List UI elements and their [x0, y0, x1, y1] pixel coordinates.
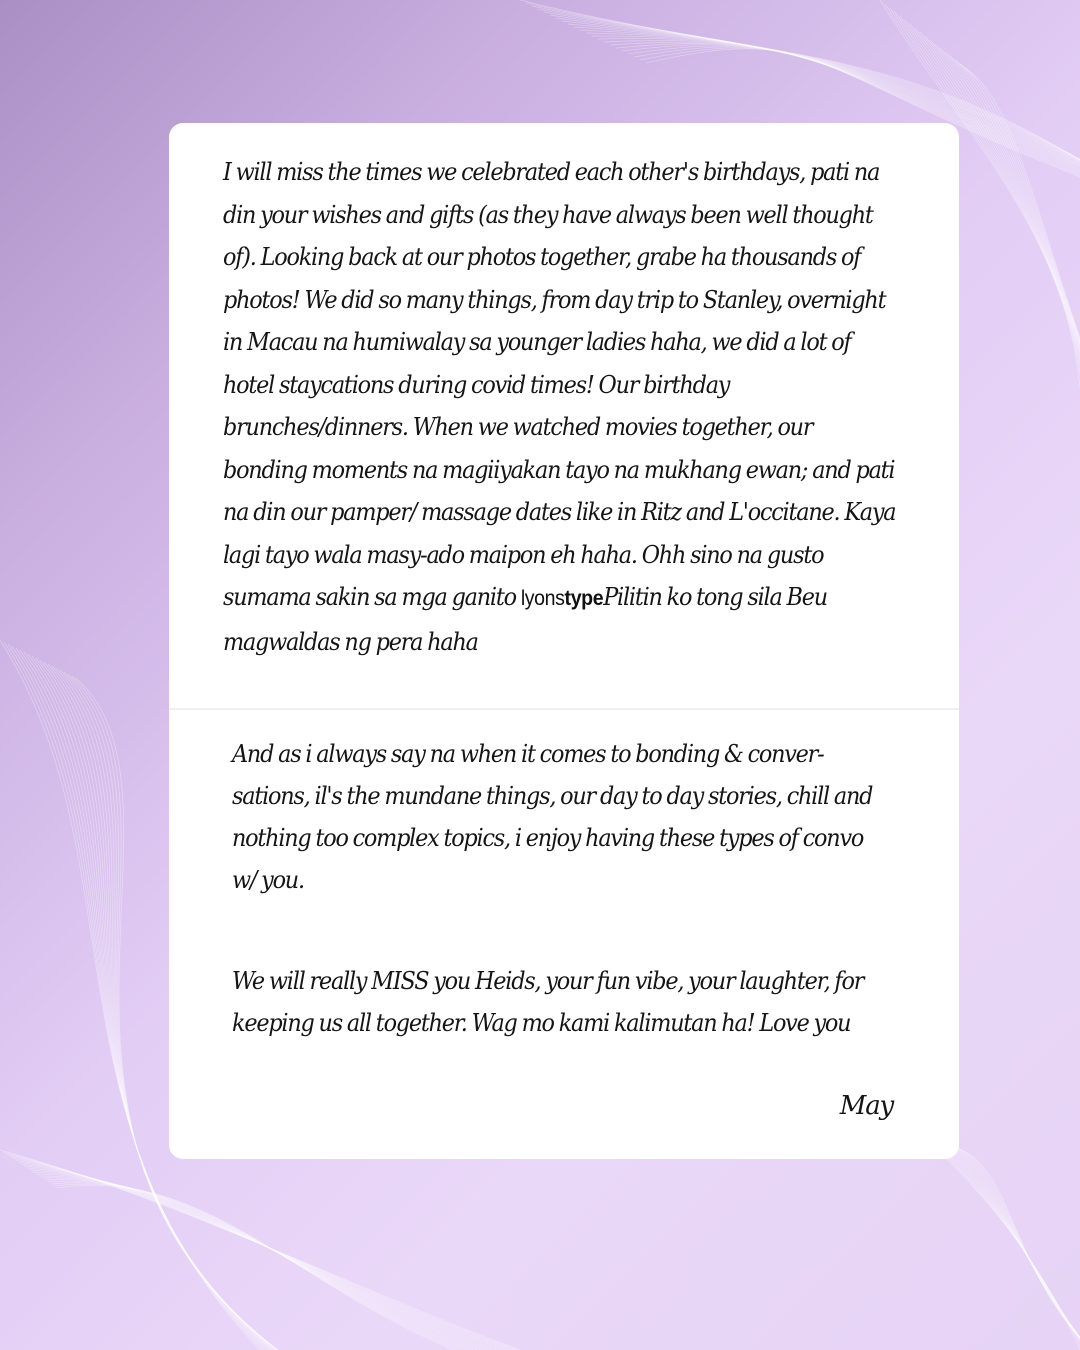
background-wave-line	[21, 1164, 541, 1350]
background-wave-line	[920, 1130, 1080, 1350]
background-wave-line	[15, 1160, 535, 1350]
background-wave-line	[24, 1166, 544, 1350]
letter-signature: May	[839, 1091, 893, 1121]
letter-paragraph-1	[223, 151, 896, 663]
letter-card	[169, 123, 959, 1159]
background-wave-line	[940, 1145, 1080, 1350]
brand-wordmark-bold: type	[564, 587, 604, 610]
letter-paragraph-3: We will really MISS you Heids, your fun vibe, your laughter, for keeping us all together. Wag mo kami kalimutan ha! Love you	[232, 967, 864, 1037]
background-wave-line	[936, 1142, 1080, 1350]
background-wave-line	[924, 1133, 1080, 1350]
background-wave-line	[928, 1136, 1080, 1350]
background-wave-line	[6, 1154, 526, 1350]
background-wave-line	[932, 1139, 1080, 1350]
background-wave-line	[12, 1158, 532, 1350]
paragraph-1-text: I will miss the times we celebrated each other's birthdays, pati na din your wishes and gifts (as they have always been well thought of). Looking back at our photos together, grabe ha thousands of photos! We did so many things, from day trip to Stanley, overnight in Macau na humiwalay sa younger ladies haha, we did a lot of hotel staycations during covid times! Our birthday brunches/dinners. When we watched movies together, our bonding moments na magiiyakan tayo na mukhang ewan; and pati na din our pamper/ massage dates like in Ritz and L'occitane. Kaya lagi tayo wala masy-ado maipon eh haha. Ohh sino na gusto sumama sakin sa mga ganito	[223, 158, 896, 611]
background-wave-line	[916, 1127, 1080, 1350]
background-wave-line	[18, 1162, 538, 1350]
background-wave-line	[27, 1168, 547, 1350]
background-wave-line	[9, 1156, 529, 1350]
paragraph-1-continuation: Pilitin ko tong sila Beu magwaldas ng pera haha	[223, 583, 827, 656]
brand-wordmark-regular: lyons	[520, 587, 565, 610]
brand-wordmark	[521, 587, 603, 610]
letter-paragraph-2: And as i always say na when it comes to bonding & conver-sations, il's the mundane things, our day to day stories, chill and nothing too complex topics, i enjoy having these types of convo w/ you.	[232, 740, 873, 894]
card-divider	[169, 708, 959, 710]
